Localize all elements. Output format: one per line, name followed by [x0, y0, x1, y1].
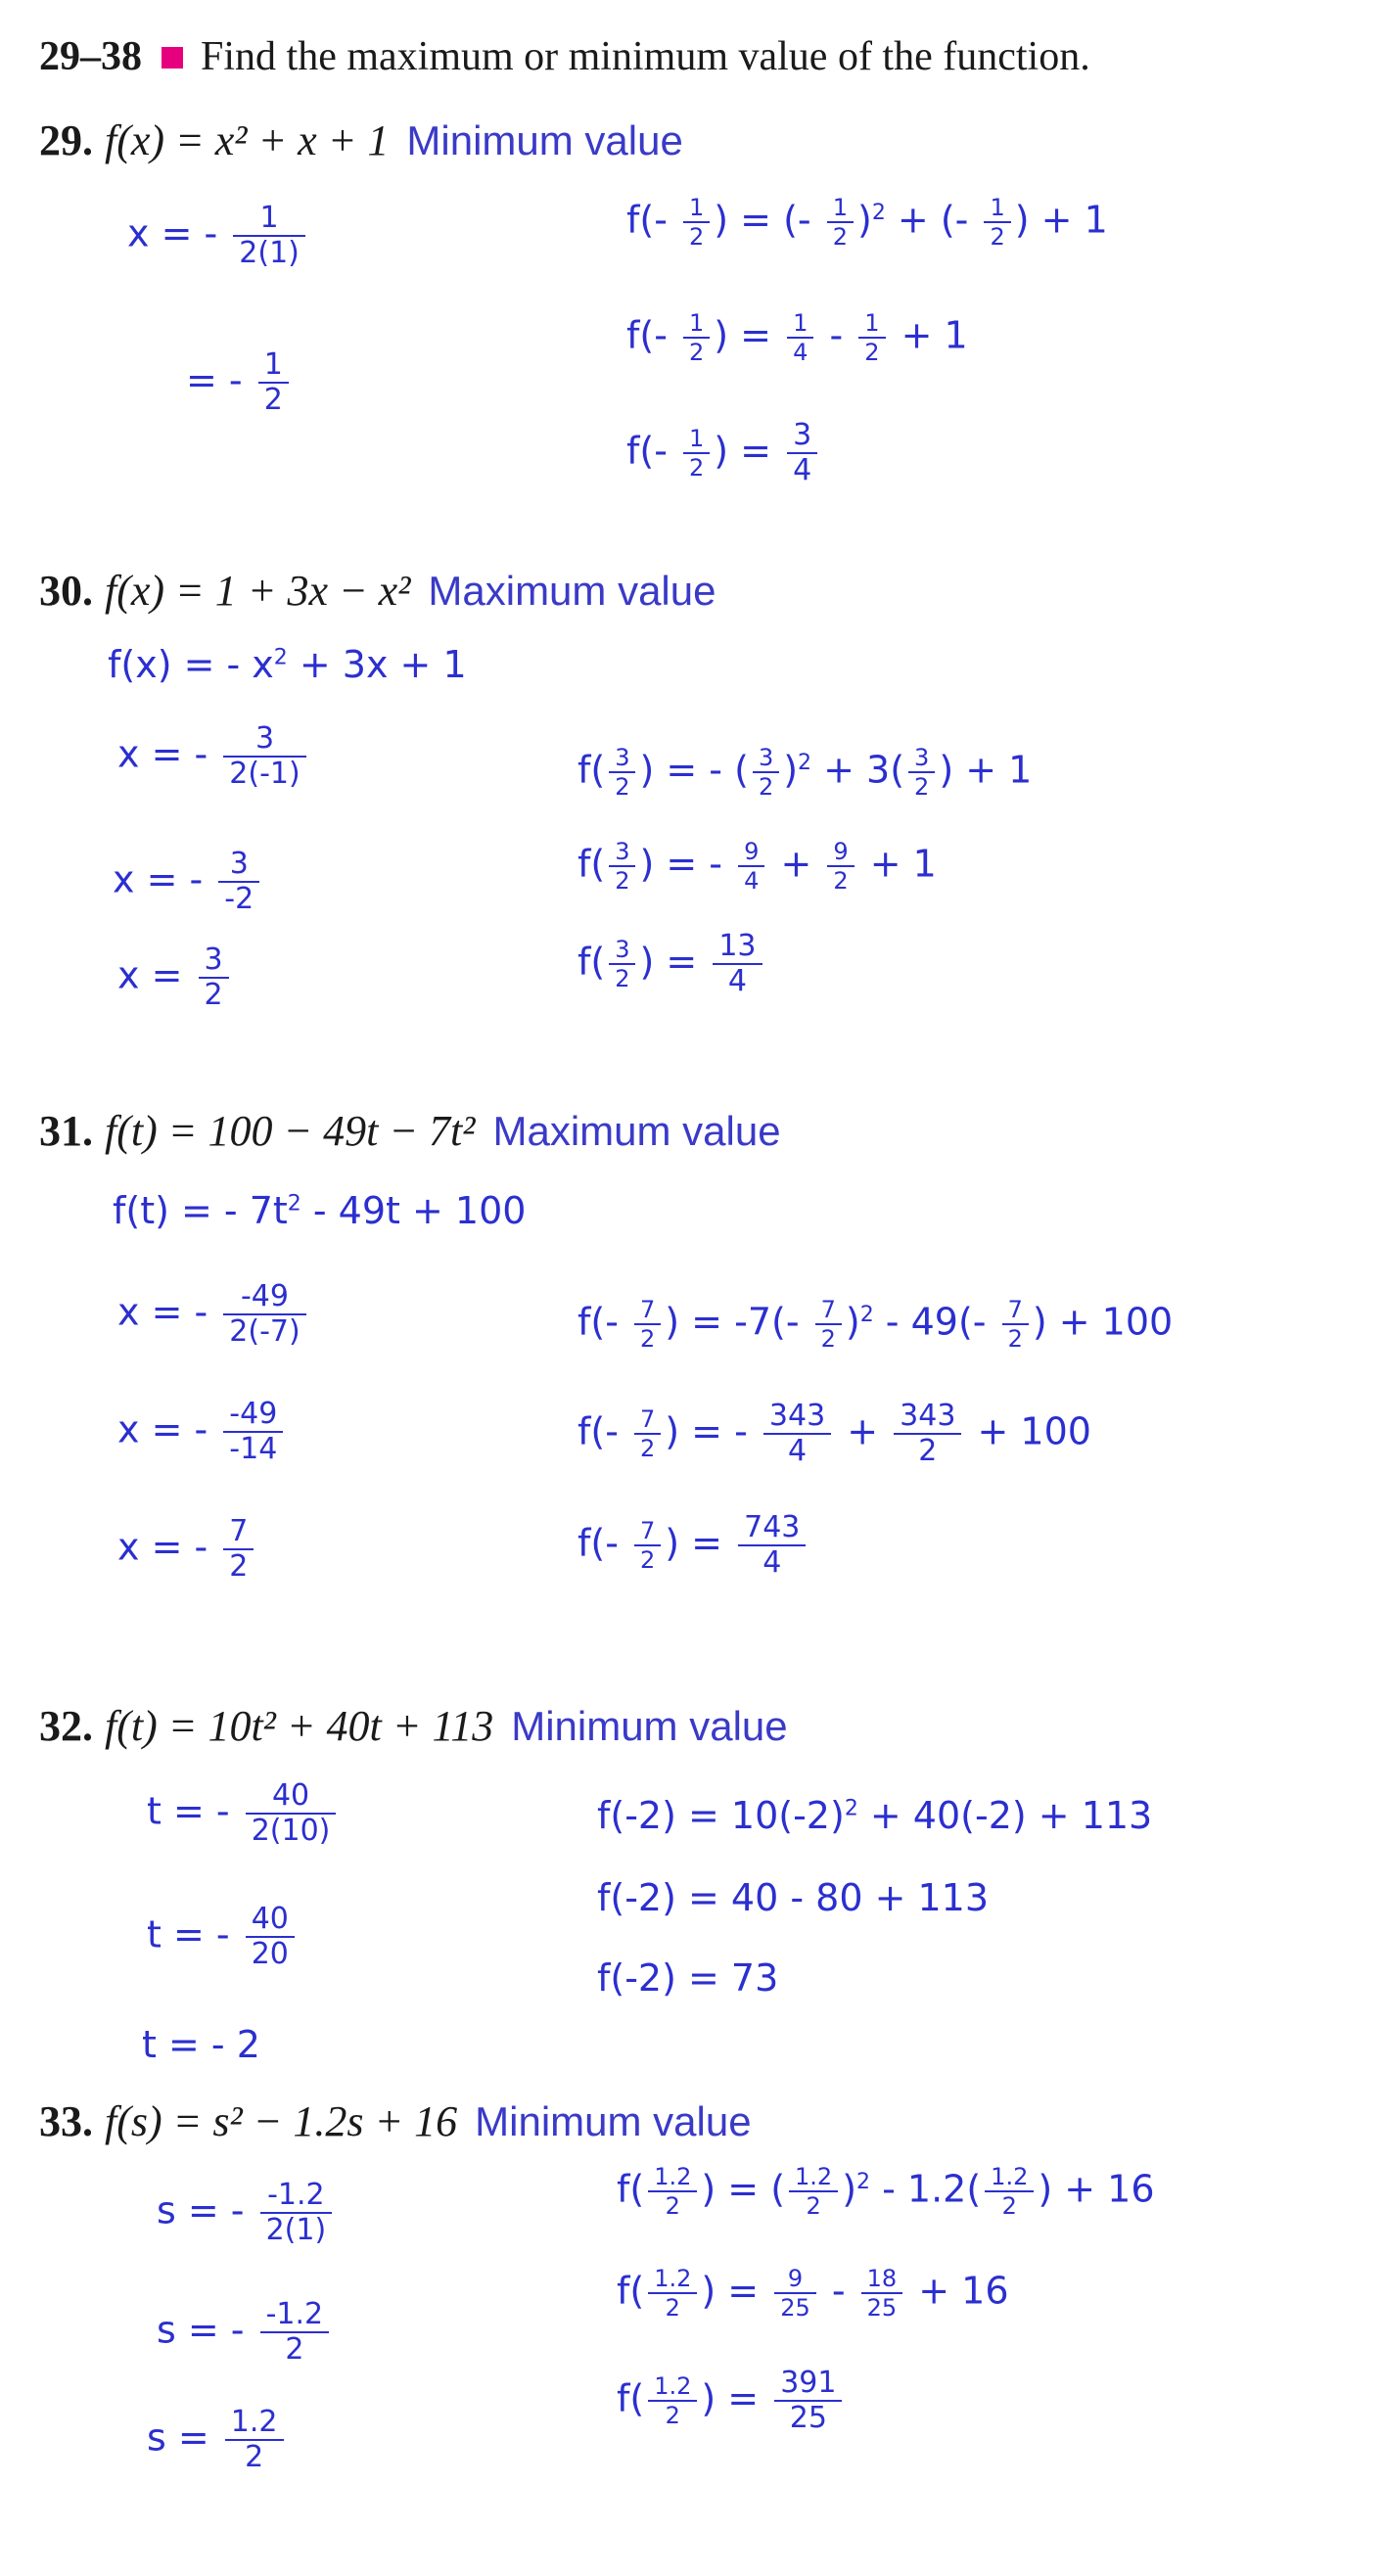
p32-work-left-1: t = - $\frac{40}{2(10)}$ — [147, 1781, 340, 1846]
problem-answer: Minimum value — [475, 2098, 752, 2144]
p30-work-left-3: x = - $\frac{3}{-2}$ — [113, 850, 263, 914]
p30-work-right-2: f( $\frac{3}{2}$ ) = - $\frac{9}{4}$ + $\frac{9}{2}$ + 1 — [578, 838, 937, 895]
p33-work-left-2: s = - $\frac{-1.2}{2}$ — [157, 2300, 333, 2365]
problem-expression: f(x) = x² + x + 1 — [105, 116, 390, 164]
p30-work-left-4: x = $\frac{3}{2}$ — [117, 945, 233, 1010]
problem-number: 31. — [39, 1107, 93, 1155]
problem-expression: f(x) = 1 + 3x − x² — [105, 567, 411, 615]
p32-work-left-3: t = - 2 — [142, 2023, 260, 2066]
p32-work-left-2: t = - $\frac{40}{20}$ — [147, 1905, 299, 1969]
p33-work-left-1: s = - $\frac{-1.2}{2(1)}$ — [157, 2181, 336, 2245]
p31-work-left-3: x = - $\frac{-49}{-14}$ — [117, 1400, 287, 1464]
problem-answer: Minimum value — [511, 1703, 788, 1749]
p30-work-right-1: f( $\frac{3}{2}$ ) = - ( $\frac{3}{2}$ )$^2$ + 3( $\frac{3}{2}$ ) + 1 — [578, 744, 1033, 801]
problem-expression: f(s) = s² − 1.2s + 16 — [105, 2097, 458, 2145]
problem-31 — [39, 1106, 781, 1156]
problem-answer: Maximum value — [492, 1108, 781, 1154]
p32-work-right-2: f(-2) = 40 - 80 + 113 — [597, 1876, 990, 1919]
p30-work-left-1: f(x) = - $x^2 + 3x + 1$ — [108, 643, 467, 686]
p29-work-right-1: f(- $\frac{1}{2}$ ) = (- $\frac{1}{2}$ )$^2$ + (- $\frac{1}{2}$ ) + 1 — [626, 194, 1108, 251]
heading-instruction: Find the maximum or minimum value of the function. — [201, 34, 1090, 79]
p30-work-left-2: x = - $\frac{3}{2(-1)}$ — [117, 724, 310, 789]
problem-number: 29. — [39, 116, 93, 164]
p30-work-right-3: f( $\frac{3}{2}$ ) = $\frac{13}{4}$ — [578, 932, 766, 996]
p33-work-right-2: f( $\frac{1.2}{2}$ ) = $\frac{9}{25}$ - $\frac{18}{25}$ + 16 — [617, 2265, 1009, 2322]
p31-work-left-4: x = - $\frac{7}{2}$ — [117, 1517, 257, 1582]
magenta-square-icon — [162, 47, 183, 69]
problem-number: 32. — [39, 1702, 93, 1750]
problem-range: 29–38 — [39, 34, 142, 79]
problem-expression: f(t) = 100 − 49t − 7t² — [105, 1107, 476, 1155]
problem-30 — [39, 566, 716, 616]
problem-answer: Minimum value — [406, 117, 683, 163]
problem-number: 30. — [39, 567, 93, 615]
p33-work-right-3: f( $\frac{1.2}{2}$ ) = $\frac{391}{25}$ — [617, 2369, 846, 2433]
p32-work-right-3: f(-2) = 73 — [597, 1956, 779, 2000]
problem-33 — [39, 2096, 752, 2146]
problem-number: 33. — [39, 2097, 93, 2145]
p31-work-left-1: f(t) = - $7t^2 - 49t + 100$ — [113, 1189, 527, 1232]
p31-work-right-1: f(- $\frac{7}{2}$ ) = -7(- $\frac{7}{2}$ )$^2$ - 49(- $\frac{7}{2}$ ) + 100 — [578, 1296, 1174, 1353]
problem-29 — [39, 115, 683, 165]
p29-work-right-3: f(- $\frac{1}{2}$ ) = $\frac{3}{4}$ — [626, 421, 821, 485]
problem-expression: f(t) = 10t² + 40t + 113 — [105, 1702, 494, 1750]
p33-work-left-3: s = $\frac{1.2}{2}$ — [147, 2408, 288, 2472]
p32-work-right-1: $f(-2) = 10(-2)^2 + 40(-2) + 113$ — [597, 1794, 1153, 1837]
problem-answer: Maximum value — [428, 568, 716, 614]
p29-work-right-2: f(- $\frac{1}{2}$ ) = $\frac{1}{4}$ - $\frac{1}{2}$ + 1 — [626, 309, 968, 366]
p29-work-left-2: = - $\frac{1}{2}$ — [186, 350, 293, 415]
section-heading — [39, 33, 1090, 80]
problem-32 — [39, 1701, 788, 1751]
p31-work-right-2: f(- $\frac{7}{2}$ ) = - $\frac{343}{4}$ + $\frac{343}{2}$ + 100 — [578, 1399, 1091, 1468]
p29-work-left-1: x = - $\frac{1}{2(1)}$ — [127, 204, 309, 268]
p31-work-left-2: x = - $\frac{-49}{2(-7)}$ — [117, 1282, 310, 1347]
p33-work-right-1: f( $\frac{1.2}{2}$ ) = ( $\frac{1.2}{2}$ )$^2$ - 1.2( $\frac{1.2}{2}$ ) + 16 — [617, 2163, 1155, 2220]
p31-work-right-3: f(- $\frac{7}{2}$ ) = $\frac{743}{4}$ — [578, 1513, 809, 1578]
